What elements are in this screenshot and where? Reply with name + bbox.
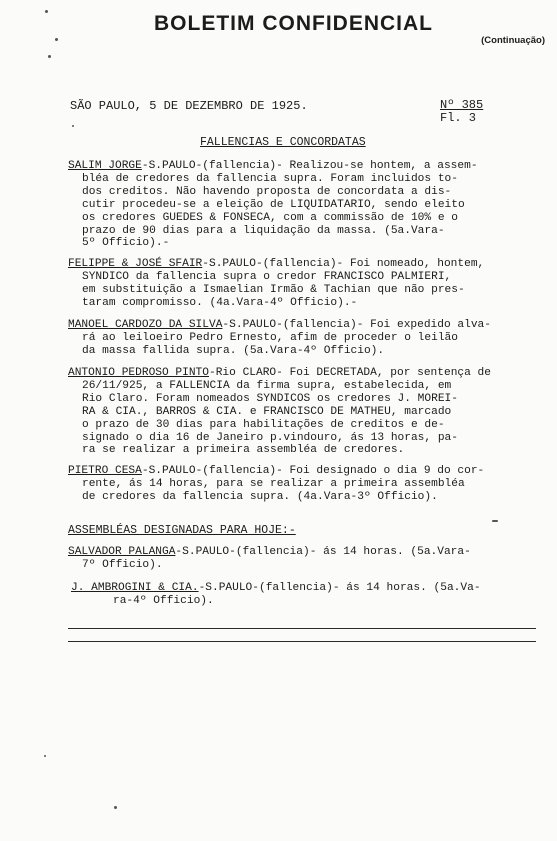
scan-speck: [45, 10, 48, 13]
entry-line: o prazo de 30 dias para habilitações de creditos e de-: [82, 418, 445, 431]
assembly-line: -S.PAULO-(fallencia)- ás 14 horas. (5a.Vara-: [175, 546, 471, 558]
assembly-line: ra-4º Officio).: [113, 594, 214, 607]
entry-line: os credores GUEDES & FONSECA, com a commissão de 10% e o: [82, 211, 458, 224]
entry-line: -S.PAULO-(fallencia)- Foi expedido alva-: [222, 319, 491, 331]
entry-line: -Rio CLARO- Foi DECRETADA, por sentença de: [209, 367, 491, 379]
scan-speck: [72, 125, 74, 127]
continuation-label: (Continuação): [481, 35, 545, 46]
scan-speck: [44, 755, 46, 757]
entry-line: da massa fallida supra. (5a.Vara-4º Officio).: [82, 344, 385, 357]
bulletin-reference: [440, 99, 483, 125]
entry-line: Rio Claro. Foram nomeados SYNDICOS os credores J. MOREI-: [82, 392, 458, 405]
entry-line: prazo de 90 dias para a liquidação da massa. (5a.Vara-: [82, 224, 445, 237]
divider-line: [68, 641, 536, 642]
bankruptcy-entry: [68, 367, 548, 457]
scan-speck: [114, 806, 117, 809]
entry-line: RA & CIA., BARROS & CIA. e FRANCISCO DE MATHEU, marcado: [82, 405, 452, 418]
entry-line: 26/11/925, a FALLENCIA da firma supra, estabelecida, em: [82, 379, 452, 392]
entry-line: -S.PAULO-(fallencia)- Realizou-se hontem, a assem-: [141, 160, 478, 172]
assembly-name: J. AMBROGINI & CIA.: [71, 582, 199, 594]
entry-line: 5º Officio).-: [82, 237, 170, 250]
assembly-entry: [71, 582, 551, 608]
entry-line: bléa de credores da fallencia supra. Foram incluidos to-: [82, 172, 458, 185]
entry-name: SALIM JORGE: [68, 160, 142, 172]
section-title: FALLENCIAS E CONCORDATAS: [200, 136, 366, 149]
assemblies-title: ASSEMBLÉAS DESIGNADAS PARA HOJE:-: [68, 524, 296, 537]
entry-line: ra se realizar a primeira assembléa de credores.: [82, 444, 405, 457]
entry-name: PIETRO CESA: [68, 465, 142, 477]
entry-line: SYNDICO da fallencia supra o credor FRANCISCO PALMIERI,: [82, 270, 452, 283]
entry-name: FELIPPE & JOSÉ SFAIR: [68, 258, 203, 270]
entry-line: cutir procedeu-se a eleição de LIQUIDATARIO, sendo eleito: [82, 198, 465, 211]
assembly-name: SALVADOR PALANGA: [68, 546, 176, 558]
scan-speck: [55, 38, 58, 41]
entry-line: taram compromisso. (4a.Vara-4º Officio).-: [82, 296, 358, 309]
bankruptcy-entry: [68, 319, 548, 358]
entry-line: em substituição a Ismaelian Irmão & Tachian que não pres-: [82, 283, 465, 296]
dateline: SÃO PAULO, 5 DE DEZEMBRO DE 1925.: [70, 99, 308, 113]
entry-line: rente, ás 14 horas, para se realizar a primeira assembléa: [82, 477, 465, 490]
bulletin-title: BOLETIM CONFIDENCIAL: [154, 12, 433, 35]
bulletin-number: Nº 385: [440, 98, 484, 112]
divider-line: [68, 628, 536, 629]
scan-speck: [492, 520, 498, 522]
entry-name: MANOEL CARDOZO DA SILVA: [68, 319, 223, 331]
sheet-number: Fl. 3: [440, 111, 477, 125]
entry-line: -S.PAULO-(fallencia)- Foi designado o dia 9 do cor-: [141, 465, 485, 477]
entry-name: ANTONIO PEDROSO PINTO: [68, 367, 209, 379]
assembly-line: -S.PAULO-(fallencia)- ás 14 horas. (5a.Va-: [198, 582, 481, 594]
entry-line: rá ao leiloeiro Pedro Ernesto, afim de proceder o leilão: [82, 331, 458, 344]
assembly-line: 7º Officio).: [82, 558, 163, 571]
entry-line: signado o dia 16 de Janeiro p.vindouro, ás 13 horas, pa-: [82, 431, 458, 444]
bankruptcy-entry: [68, 160, 548, 250]
scan-speck: [48, 55, 51, 58]
entry-line: -S.PAULO-(fallencia)- Foi nomeado, hontem,: [202, 258, 485, 270]
assembly-entry: [68, 546, 548, 572]
entry-line: dos creditos. Não havendo proposta de concordata a dis-: [82, 185, 452, 198]
entry-line: de credores da fallencia supra. (4a.Vara-3º Officio).: [82, 490, 438, 503]
bankruptcy-entry: [68, 258, 548, 310]
bankruptcy-entry: [68, 465, 548, 504]
